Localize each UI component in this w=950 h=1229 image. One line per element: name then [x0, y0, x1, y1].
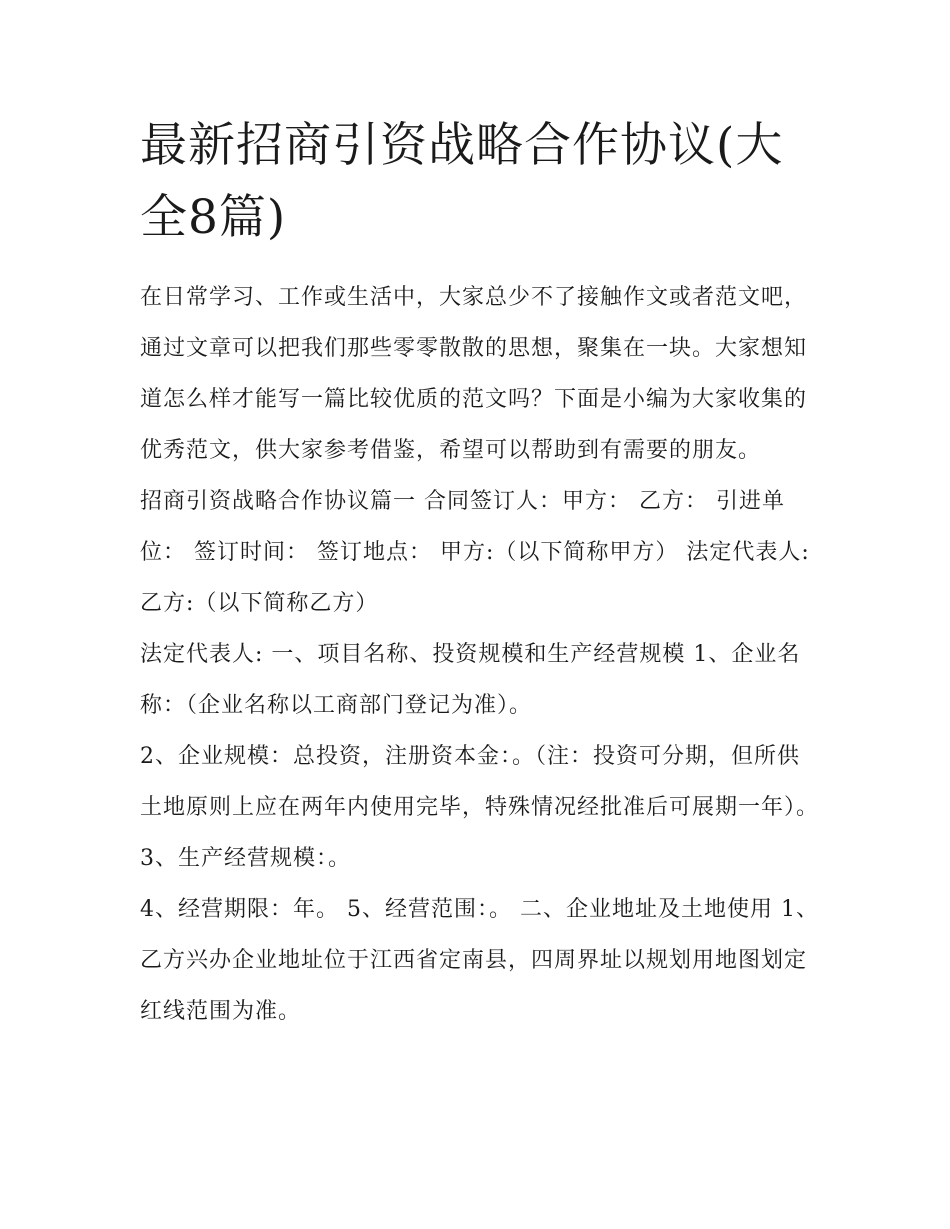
document-page	[140, 110, 820, 1037]
enterprise-scale-paragraph: 2、企业规模：总投资，注册资本金：。（注：投资可分期，但所供土地原则上应在两年内使用完毕，特殊情况经批准后可展期一年）。 3、生产经营规模：。	[140, 744, 820, 871]
contract-header-paragraph: 招商引资战略合作协议篇一 合同签订人：甲方： 乙方： 引进单位： 签订时间： 签订地点： 甲方:（以下简称甲方） 法定代表人: 乙方:（以下简称乙方）	[140, 489, 810, 616]
business-term-paragraph: 4、经营期限：年。 5、经营范围：。 二、企业地址及土地使用 1、乙方兴办企业地址位于江西省定南县，四周界址以规划用地图划定红线范围为准。	[140, 897, 819, 1024]
project-name-paragraph: 法定代表人: 一、项目名称、投资规模和生产经营规模 1、企业名称：（企业名称以工商部门登记为准）。	[140, 642, 801, 718]
intro-paragraph: 在日常学习、工作或生活中，大家总少不了接触作文或者范文吧，通过文章可以把我们那些零零散散的思想，聚集在一块。大家想知道怎么样才能写一篇比较优质的范文吗？下面是小编为大家收集的优秀范文，供大家参考借鉴，希望可以帮助到有需要的朋友。	[140, 285, 808, 463]
document-title: 最新招商引资战略合作协议(大全8篇)	[140, 118, 784, 245]
